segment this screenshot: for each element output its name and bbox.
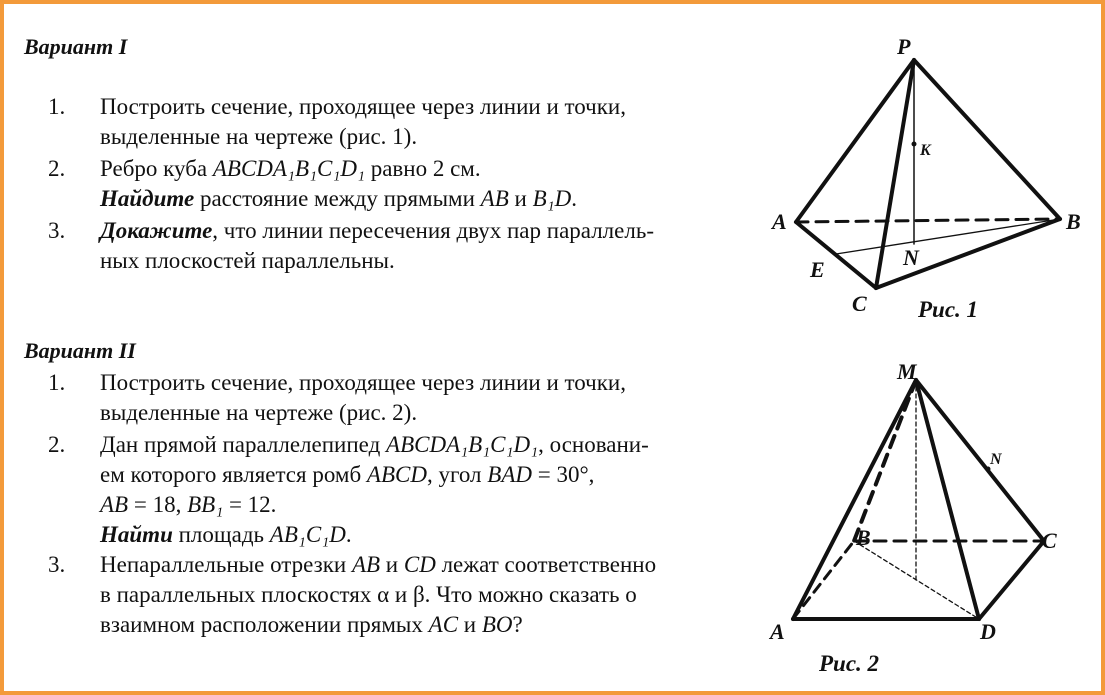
task-text-line: ных плоскостей параллельны. xyxy=(100,248,395,273)
label-M: M xyxy=(897,359,917,384)
task-text-line: выделенные на чертеже (рис. 1). xyxy=(100,124,418,149)
figure-1-pyramid xyxy=(796,60,1060,288)
label-B: B xyxy=(1066,209,1081,234)
geometry-figures xyxy=(4,4,1101,691)
edge-MD xyxy=(916,380,979,619)
task-text-line: Непараллельные отрезки AB и CD лежат соответственно xyxy=(100,552,657,577)
label-D: D xyxy=(980,619,996,644)
math-expression: ABCDA₁B₁C₁D₁ xyxy=(386,432,539,457)
label-A: A xyxy=(770,619,785,644)
label-C: C xyxy=(852,291,867,316)
task-number: 2. xyxy=(48,432,66,457)
task-text-line: ем которого является ромб ABCD, угол BAD = 30°, xyxy=(100,462,595,487)
task-text-line: Найти площадь AB₁C₁D. xyxy=(100,522,352,547)
figure-2-caption: Рис. 2 xyxy=(819,651,880,676)
emphasis-word: Докажите xyxy=(100,218,213,243)
task-text-line: Найдите расстояние между прямыми AB и B₁D. xyxy=(100,186,577,211)
edge-AB-hidden xyxy=(796,219,1060,222)
edge-PB xyxy=(914,60,1060,219)
label-N: N xyxy=(903,245,919,270)
label-A: A xyxy=(772,209,787,234)
task-text-line: в параллельных плоскостях α и β. Что можно сказать о xyxy=(100,582,637,607)
figure-1-caption: Рис. 1 xyxy=(918,297,979,322)
edge-PA xyxy=(796,60,914,222)
math-expression: ABCDA₁B₁C₁D₁ xyxy=(212,156,365,181)
task-text-line: Построить сечение, проходящее через линии и точки, xyxy=(100,370,626,395)
edge-DC xyxy=(979,541,1044,619)
label-E: E xyxy=(810,257,825,282)
edge-AB-hidden xyxy=(793,541,854,619)
point-K xyxy=(912,142,917,147)
segment-EB xyxy=(836,219,1060,254)
emphasis-word: Найти xyxy=(100,522,173,547)
task-number: 3. xyxy=(48,218,66,243)
emphasis-word: Найдите xyxy=(100,186,195,211)
edge-MB-hidden xyxy=(854,380,916,541)
variant-1-title: Вариант I xyxy=(24,34,128,59)
task-number: 2. xyxy=(48,156,66,181)
task-text-line: выделенные на чертеже (рис. 2). xyxy=(100,400,418,425)
task-text-line: взаимном расположении прямых AC и BO? xyxy=(100,612,523,637)
figure-2-pyramid xyxy=(793,380,1044,619)
label-N: N xyxy=(990,451,1002,468)
label-P: P xyxy=(897,34,911,59)
label-B: B xyxy=(856,525,871,550)
task-text-line: Дан прямой параллелепипед ABCDA₁B₁C₁D₁, основани- xyxy=(100,432,649,457)
task-number: 1. xyxy=(48,370,66,395)
figure-2-labels xyxy=(768,359,1057,676)
variant-2-title: Вариант II xyxy=(24,338,136,363)
edge-AC xyxy=(796,222,876,288)
task-number: 1. xyxy=(48,94,66,119)
figure-1-labels xyxy=(770,34,1081,322)
task-text-line: Построить сечение, проходящее через линии и точки, xyxy=(100,94,626,119)
task-number: 3. xyxy=(48,552,66,577)
task-text-line: AB = 18, BB₁ = 12. xyxy=(100,492,277,517)
task-text-line: Ребро куба ABCDA₁B₁C₁D₁ равно 2 см. xyxy=(100,156,481,181)
label-C: C xyxy=(1042,528,1057,553)
task-text-line: Докажите, что линии пересечения двух пар параллель- xyxy=(100,218,654,243)
label-K: K xyxy=(920,142,931,159)
edge-MA xyxy=(793,380,916,619)
